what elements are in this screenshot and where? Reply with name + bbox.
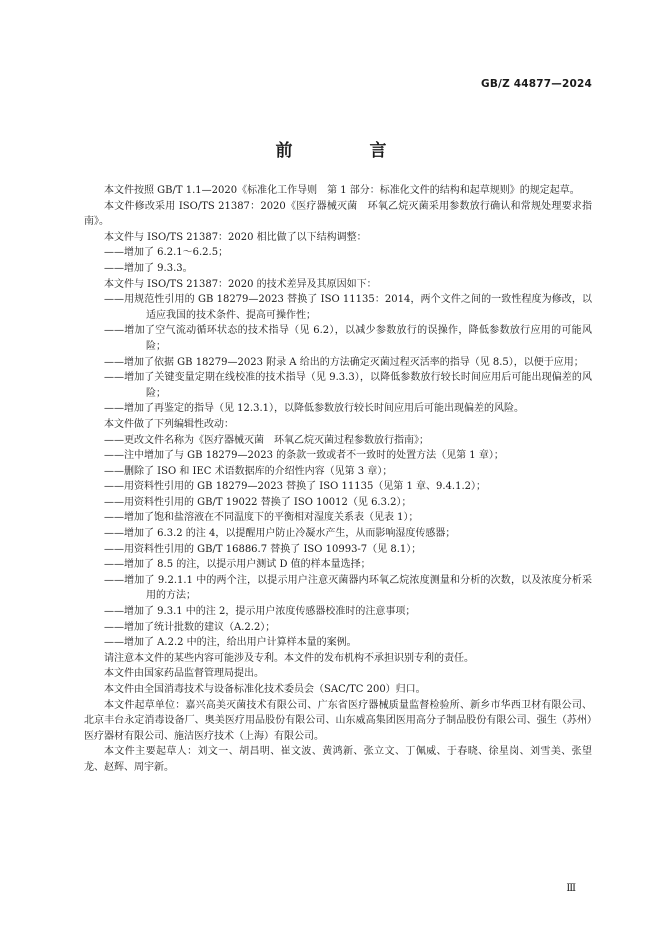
paragraph: 本文件与 ISO/TS 21387：2020 相比做了以下结构调整： xyxy=(104,231,367,243)
paragraph: 本文件按照 GB/T 1.1—2020《标准化工作导则 第 1 部分：标准化文件的结构和起草规则》的规定起草。 xyxy=(104,185,580,196)
paragraph: 本文件由全国消毒技术与设备标准化技术委员会（SAC/TC 200）归口。 xyxy=(104,684,426,695)
list-item: ——用规范性引用的 GB 18279—2023 替换了 ISO 11135：2014，两个文件之间的一致性程度为修改，以适应我国的技术条件、提高可操作性； xyxy=(104,294,592,321)
list-item: ——增加了再鉴定的指导（见 12.3.1），以降低参数放行较长时间应用后可能出现偏差的风险。 xyxy=(104,403,524,415)
page-number: Ⅲ xyxy=(566,883,576,894)
page-title: 前 言 xyxy=(275,141,417,161)
list-item: ——增加了饱和盐溶液在不同温度下的平衡相对湿度关系表（见表 1）； xyxy=(104,512,419,524)
paragraph: 本文件做了下列编辑性改动： xyxy=(104,418,234,430)
list-item: ——增加了空气流动循环状态的技术指导（见 6.2），以减少参数放行的误操作，降低参数放行应用的可能风险； xyxy=(104,325,592,352)
paragraph: 本文件修改采用 ISO/TS 21387：2020《医疗器械灭菌 环氧乙烷灭菌采用参数放行确认和常规处理要求指南》。 xyxy=(84,200,592,228)
paragraph: 本文件与 ISO/TS 21387：2020 的技术差异及其原因如下： xyxy=(104,278,377,290)
list-item: ——增加了 6.3.2 的注 4，以提醒用户防止冷凝水产生，从而影响湿度传感器； xyxy=(104,528,456,540)
list-item: ——增加了依据 GB 18279—2023 附录 A 给出的方法确定灭菌过程灭活率的指导（见 8.5），以便于应用； xyxy=(104,356,584,368)
list-item: ——更改文件名称为《医疗器械灭菌 环氧乙烷灭菌过程参数放行指南》； xyxy=(104,434,429,446)
list-item: ——用资料性引用的 GB/T 16886.7 替换了 ISO 10993-7（见 8.1）； xyxy=(104,543,422,555)
list-item: ——注中增加了与 GB 18279—2023 的条款一致或者不一致时的处置方法（见第 1 章）； xyxy=(104,450,504,462)
list-item: ——增加了统计批数的建议（A.2.2）； xyxy=(104,621,276,633)
paragraph: 请注意本文件的某些内容可能涉及专利。本文件的发布机构不承担识别专利的责任。 xyxy=(104,652,474,664)
list-item: ——增加了 8.5 的注，以提示用户测试 D 值的样本量选择； xyxy=(104,559,371,571)
standard-code: GB/Z 44877—2024 xyxy=(481,78,592,90)
paragraph: 本文件起草单位：嘉兴高美灭菌技术有限公司、广东省医疗器械质量监督检验所、新乡市华西卫材有限公司、北京丰台永定消毒设备厂、奥美医疗用品股份有限公司、山东威高集团医用高分子制品股份有限公司、强生（苏州）医疗器材有限公司、施洁医疗技术（上海）有限公司。 xyxy=(84,699,592,742)
list-item: ——增加了 9.3.1 中的注 2，提示用户浓度传感器校准时的注意事项； xyxy=(104,606,416,618)
list-item: ——用资料性引用的 GB 18279—2023 替换了 ISO 11135（见第 1 章、9.4.1.2）； xyxy=(104,481,487,493)
paragraph: 本文件由国家药品监督管理局提出。 xyxy=(104,668,264,680)
list-item: ——增加了关键变量定期在线校准的技术指导（见 9.3.3），以降低参数放行较长时间应用后可能出现偏差的风险； xyxy=(104,372,592,399)
list-item: ——删除了 ISO 和 IEC 术语数据库的介绍性内容（见第 3 章）； xyxy=(104,465,393,477)
list-item: ——用资料性引用的 GB/T 19022 替换了 ISO 10012（见 6.3.2）； xyxy=(104,496,412,508)
list-item: ——增加了 6.2.1～6.2.5； xyxy=(104,247,229,259)
paragraph: 本文件主要起草人：刘文一、胡昌明、崔文波、黄鸿新、张立文、丁佩威、于春晓、徐星岗、刘雪美、张望龙、赵辉、周宇新。 xyxy=(84,746,592,773)
foreword-body xyxy=(84,183,592,776)
list-item: ——增加了 9.2.1.1 中的两个注，以提示用户注意灭菌器内环氧乙烷浓度测量和分析的次数，以及浓度分析采用的方法； xyxy=(104,574,592,602)
list-item: ——增加了 A.2.2 中的注，给出用户计算样本量的案例。 xyxy=(104,637,357,649)
list-item: ——增加了 9.3.3。 xyxy=(104,262,193,274)
